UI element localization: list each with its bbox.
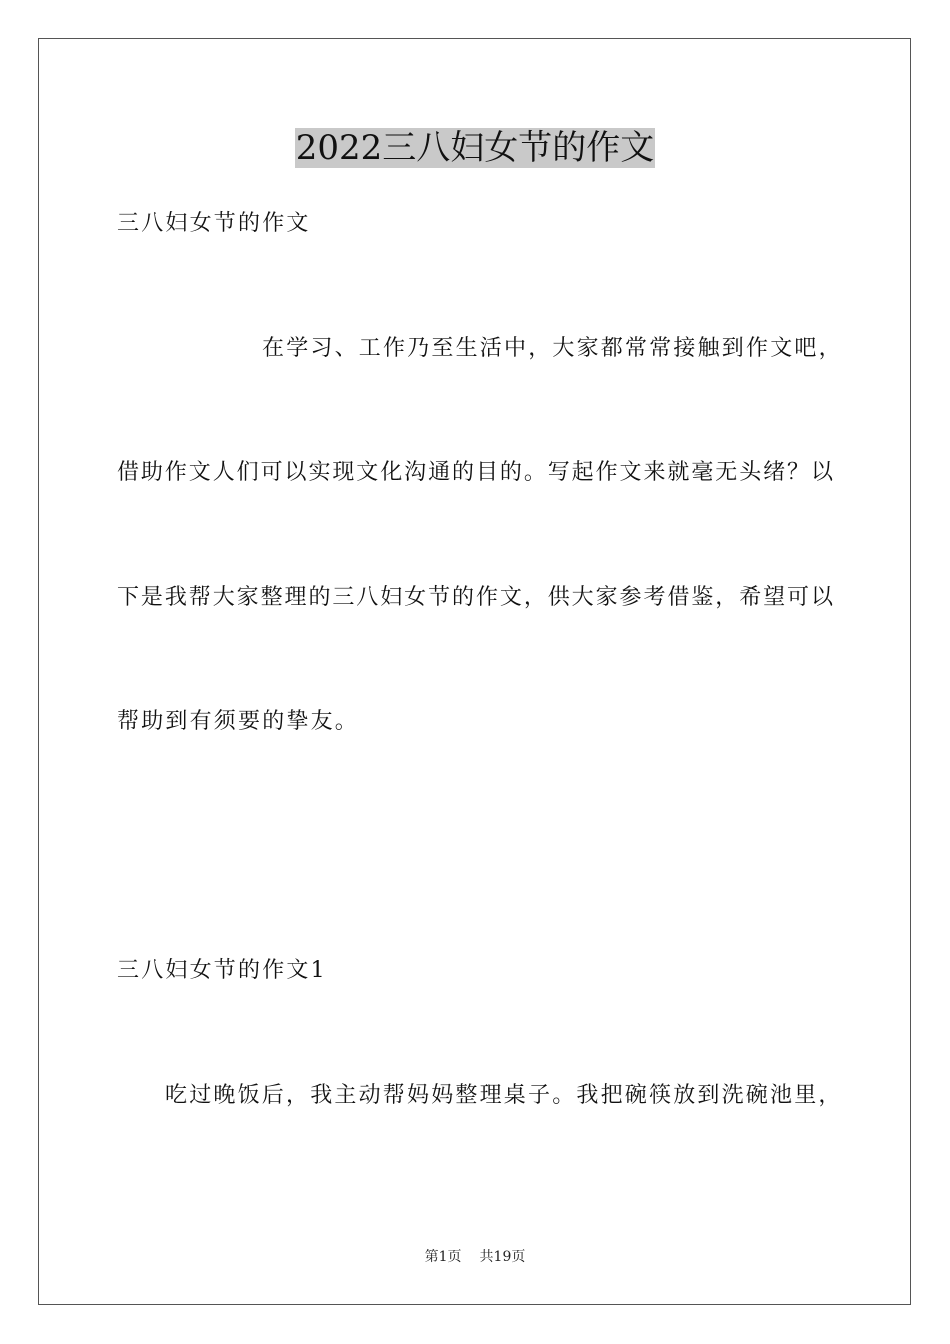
intro-line-4: 帮助到有须要的挚友。	[117, 709, 360, 734]
body-line-1: 吃过晚饭后，我主动帮妈妈整理桌子。我把碗筷放到洗碗池里，	[165, 1083, 843, 1108]
document-subtitle: 三八妇女节的作文	[117, 211, 311, 236]
intro-line-1: 在学习、工作乃至生活中，大家都常常接触到作文吧，	[262, 336, 843, 361]
intro-line-2: 借助作文人们可以实现文化沟通的目的。写起作文来就毫无头绪？以	[117, 460, 833, 485]
page-number: 第1页	[424, 1249, 462, 1265]
page-footer	[0, 1247, 950, 1267]
intro-line-3: 下是我帮大家整理的三八妇女节的作文，供大家参考借鉴，希望可以	[117, 585, 833, 610]
page-total: 共19页	[479, 1249, 526, 1265]
section-heading: 三八妇女节的作文1	[117, 958, 327, 983]
document-title-text: 2022三八妇女节的作文	[295, 128, 655, 168]
document-title	[0, 127, 950, 169]
